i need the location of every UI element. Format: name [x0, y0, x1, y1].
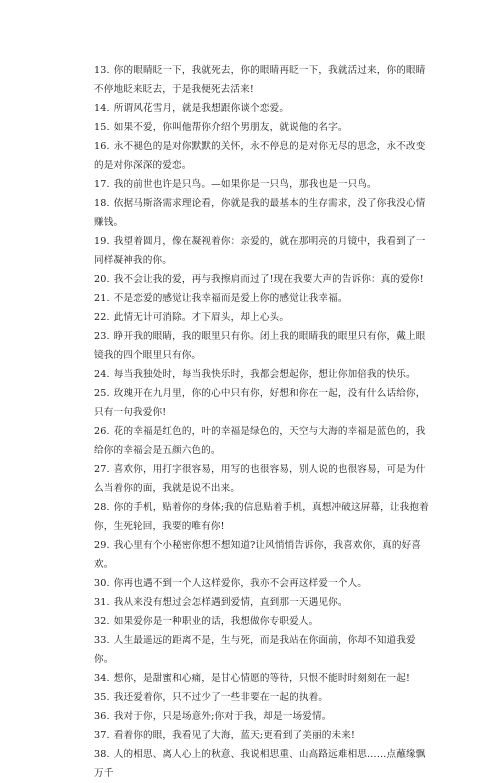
- list-item: [94, 574, 432, 593]
- item-number: 24.: [94, 369, 110, 380]
- item-text: 我心里有个小秘密你想不想知道?让风悄悄告诉你，我喜欢你，真的好喜欢。: [94, 540, 422, 570]
- item-text: 我不会让我的爱，再与我擦肩而过了!现在我要大声的告诉你：真的爱你!: [113, 274, 424, 285]
- item-number: 16.: [94, 141, 110, 152]
- item-text: 人生最遥远的距离不是，生与死，而是我站在你面前，你却不知道我爱你。: [94, 635, 416, 665]
- item-text: 每当我独处时，每当我快乐时，我都会想起你，想让你加倍我的快乐。: [113, 369, 416, 380]
- list-item: [94, 612, 432, 631]
- list-item: [94, 460, 432, 498]
- item-text: 我的前世也许是只鸟。—如果你是一只鸟，那我也是一只鸟。: [113, 179, 377, 190]
- item-number: 27.: [94, 464, 110, 475]
- item-number: 21.: [94, 293, 110, 304]
- list-item: [94, 745, 432, 783]
- list-item: [94, 232, 432, 270]
- item-text: 如果爱你是一种职业的话，我想做你专职爱人。: [113, 616, 319, 627]
- quote-list: [94, 61, 432, 783]
- item-text: 玫瑰开在九月里，你的心中只有你，好想和你在一起，没有什么话给你，只有一句我爱你!: [94, 388, 426, 418]
- item-number: 30.: [94, 578, 110, 589]
- item-text: 永不褪色的是对你默默的关怀，永不停息的是对你无尽的思念，永不改变的是对你深深的爱恋。: [94, 141, 426, 171]
- item-text: 喜欢你，用打字很容易，用写的也很容易，别人说的也很容易，可是为什么当着你的面，我就是说不出来。: [94, 464, 426, 494]
- item-number: 17.: [94, 179, 110, 190]
- list-item: [94, 270, 432, 289]
- list-item: [94, 194, 432, 232]
- item-number: 14.: [94, 103, 110, 114]
- item-text: 看着你的眼，我看见了大海，蓝天;更看到了美丽的未来!: [113, 730, 355, 741]
- list-item: [94, 593, 432, 612]
- item-text: 我望着圆月，像在凝视着你：亲爱的，就在那明亮的月镜中，我看到了一同样凝神我的你。: [94, 236, 426, 266]
- item-text: 所谓风花雪月，就是我想跟你谈个恋爱。: [113, 103, 290, 114]
- item-text: 你的眼睛眨一下，我就死去，你的眼睛再眨一下，我就活过来，你的眼睛不停地眨来眨去，于是我便死去活来!: [94, 65, 426, 95]
- item-number: 38.: [94, 749, 110, 760]
- list-item: [94, 99, 432, 118]
- item-number: 19.: [94, 236, 110, 247]
- item-text: 我对于你，只是场意外;你对于我，却是一场爱情。: [113, 711, 332, 722]
- list-item: [94, 536, 432, 574]
- item-number: 18.: [94, 198, 110, 209]
- list-item: [94, 669, 432, 688]
- item-number: 31.: [94, 597, 110, 608]
- item-text: 花的幸福是红色的，叶的幸福是绿色的，天空与大海的幸福是蓝色的，我给你的幸福会是五颜六色的。: [94, 426, 426, 456]
- list-item: [94, 327, 432, 365]
- list-item: [94, 631, 432, 669]
- list-item: [94, 688, 432, 707]
- item-number: 34.: [94, 673, 110, 684]
- item-number: 33.: [94, 635, 110, 646]
- item-number: 22.: [94, 312, 110, 323]
- item-number: 15.: [94, 122, 110, 133]
- item-text: 我从来没有想过会怎样遇到爱情，直到那一天遇见你。: [113, 597, 348, 608]
- item-number: 20.: [94, 274, 110, 285]
- item-text: 依据马斯洛需求理论看，你就是我的最基本的生存需求，没了你我没心情赚钱。: [94, 198, 426, 228]
- item-text: 想你，是甜蜜和心痛，是甘心情愿的等待，只恨不能时时刻刻在一起!: [113, 673, 411, 684]
- item-number: 36.: [94, 711, 110, 722]
- item-number: 35.: [94, 692, 110, 703]
- item-text: 我还爱着你，只不过少了一些非要在一起的执着。: [113, 692, 329, 703]
- item-number: 23.: [94, 331, 110, 342]
- item-number: 32.: [94, 616, 110, 627]
- item-number: 25.: [94, 388, 110, 399]
- item-number: 26.: [94, 426, 110, 437]
- list-item: [94, 308, 432, 327]
- list-item: [94, 365, 432, 384]
- item-text: 此情无计可消除。才下眉头，却上心头。: [113, 312, 290, 323]
- item-number: 13.: [94, 65, 110, 76]
- list-item: [94, 726, 432, 745]
- list-item: [94, 707, 432, 726]
- item-text: 你再也遇不到一个人这样爱你，我亦不会再这样爱一个人。: [113, 578, 368, 589]
- list-item: [94, 175, 432, 194]
- list-item: [94, 137, 432, 175]
- item-text: 如果不爱，你叫他帮你介绍个男朋友，就说他的名字。: [113, 122, 348, 133]
- item-text: 人的相思、离人心上的秋意、我说相思重、山高路远难相思……点蘸缘飘万千: [94, 749, 426, 779]
- list-item: [94, 118, 432, 137]
- item-number: 29.: [94, 540, 110, 551]
- list-item: [94, 498, 432, 536]
- item-number: 37.: [94, 730, 110, 741]
- list-item: [94, 422, 432, 460]
- item-text: 不是恋爱的感觉让我幸福而是爱上你的感觉让我幸福。: [113, 293, 348, 304]
- item-text: 你的手机，贴着你的身体;我的信息贴着手机，真想冲破这屏幕，让我抱着你，生死轮回，我要的唯有你!: [94, 502, 429, 532]
- list-item: [94, 61, 432, 99]
- list-item: [94, 384, 432, 422]
- item-number: 28.: [94, 502, 110, 513]
- item-text: 睁开我的眼睛，我的眼里只有你。闭上我的眼睛我的眼里只有你，戴上眼镜我的四个眼里只有你。: [94, 331, 426, 361]
- list-item: [94, 289, 432, 308]
